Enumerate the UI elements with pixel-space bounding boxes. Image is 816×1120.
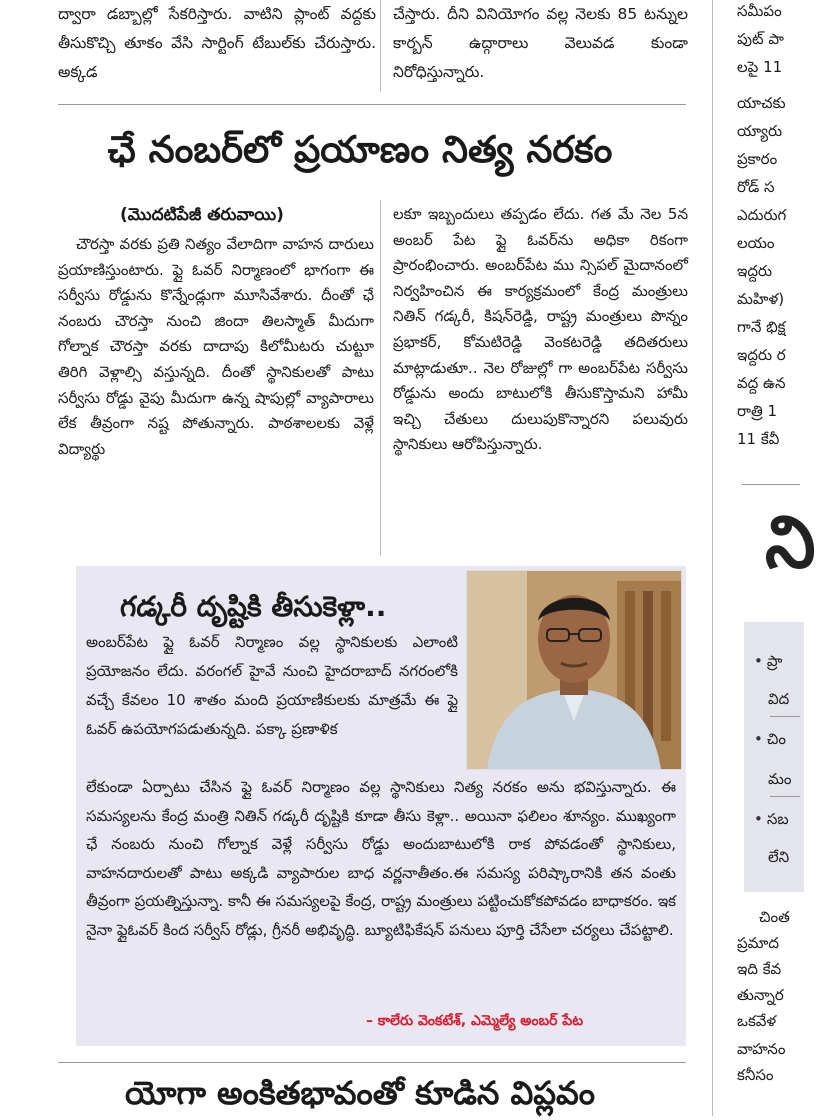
- right-lower-line: చింత: [759, 908, 790, 926]
- bullet-text: చిం: [766, 730, 786, 748]
- quote-box-text-top: [86, 628, 458, 744]
- right-lower-line: ప్రమాద: [737, 934, 779, 952]
- column-divider: [380, 200, 381, 556]
- column-divider: [380, 0, 381, 92]
- top-left-column: [58, 0, 376, 90]
- right-line: ఇద్దరు ర: [737, 346, 786, 364]
- right-headline-clip: [737, 500, 816, 590]
- quote-text-top: అంబర్‌పేట ఫ్లై ఓవర్ నిర్మాణం వల్ల స్థానికులకు ఎలాంటి ప్రయోజనం లేదు. వరంగల్ హైవే నుంచి హైదరాబాద్ నగరంలోకి వచ్చే కేవలం 10 శాతం మంది ప్రయాణికులకు మాత్రమే ఈ ఫ్లై ఓవర్ ఉపయోగపడుతున్నది. పక్కా ప్రణాళిక: [86, 633, 458, 738]
- right-line: ఇద్దరు: [737, 262, 773, 280]
- right-line: లయం: [737, 234, 775, 252]
- article-right-column: [393, 202, 688, 558]
- top-left-text: ద్వారా డబ్బాల్లో సేకరిస్తారు. వాటిని ప్లాంట్ వద్దకు తీసుకొచ్చి తూకం వేసి సార్టింగ్ టేబుల్‌కు చేరుస్తారు. అక్కడ: [58, 5, 376, 81]
- mla-portrait-photo: [466, 570, 682, 770]
- right-lower-line: ఇది కేవ: [737, 960, 782, 978]
- bullet-dot-icon: •: [754, 810, 763, 828]
- right-lower-line: తున్నార: [737, 986, 784, 1004]
- right-line: రాత్రి 1: [737, 402, 778, 420]
- bullet-dot-icon: •: [754, 730, 763, 748]
- quote-box-text-rest: [86, 773, 676, 944]
- right-lower-line: కనీసం: [737, 1066, 774, 1084]
- main-headline: ఛే నంబర్‌లో ప్రయాణం నిత్య నరకం: [107, 128, 613, 171]
- bullet-item: [754, 652, 782, 674]
- right-line: 11 కేవీ: [737, 430, 780, 448]
- right-line: యాచకు: [737, 94, 786, 112]
- bottom-headline: యోగా అంకితభావంతో కూడిన విప్లవం: [125, 1074, 595, 1112]
- bullet-item: [754, 810, 789, 832]
- right-line: వద్ద ఉన: [737, 374, 786, 392]
- portrait-illustration: [467, 571, 681, 769]
- top-middle-text: చేస్తారు. దీని వినియోగం వల్ల నెలకు 85 టన్నుల కార్బన్ ఉద్గారాలు వెలువడ కుండా నిరోధిస్తున్నారు.: [393, 5, 688, 81]
- top-middle-column: [393, 0, 688, 90]
- right-line: ఎదురుగ: [737, 206, 787, 224]
- right-bullets: [744, 622, 800, 892]
- bullet-divider: [770, 716, 800, 717]
- article-left-column: [58, 232, 374, 558]
- section-divider: [58, 104, 686, 105]
- bullet-text: సబ: [766, 810, 789, 828]
- right-cut-headline: ని: [765, 500, 816, 584]
- right-line: మహిళ): [737, 290, 785, 308]
- right-line: రోడ్ స: [737, 178, 775, 196]
- bullet-divider: [770, 796, 800, 797]
- right-line: గానే భిక్ష: [737, 318, 786, 336]
- section-divider: [58, 1062, 686, 1063]
- article-right-text: లకూ ఇబ్బందులు తప్పడం లేదు. గత మే నెల 5న అంబర్ పేట ఫ్లై ఓవర్‌ను అధికా రికంగా ప్రారంభించారు. అంబర్‌పేట ము న్సిపల్ మైదానంలో నిర్వహించిన ఈ కార్యక్రమంలో కేంద్ర మంత్రులు నితిన్ గడ్కరీ, కిషన్‌రెడ్డి, రాష్ట్ర మంత్రులు పొన్నం ప్రభాకర్, కోమటిరెడ్డి వెంకటరెడ్డి తదితరులు మాట్లాడుతూ.. నెల రోజుల్లో గా అంబర్‌పేట సర్వీసు రోడ్డును అందు బాటులోకి తీసుకొస్తామని హామీ ఇచ్చి చేతులు దులుపుకొన్నారని పలువురు స్థానికులు ఆరోపిస్తున్నారు.: [393, 205, 688, 454]
- bullet-item: మం: [768, 770, 792, 788]
- bullet-item: విద: [768, 690, 790, 708]
- quote-text-rest: లేకుండా ఏర్పాటు చేసిన ఫ్లై ఓవర్ నిర్మాణం వల్ల స్థానికులు నిత్య నరకం అను భవిస్తున్నారు. ఈ సమస్యలను కేంద్ర మంత్రి నితిన్ గడ్కరీ దృష్టికి కూడా తీసు కెళ్లా.. అయినా ఫలిలం శూన్యం. ముఖ్యంగా ఛే నంబరు నుంచి గోల్నాక వెళ్లే సర్వీసు రోడ్డు అందుబాటులోకి రాక పోవడంతో స్థానికులు, వాహనదారులతో పాటు అక్కడి వ్యాపారుల బాధ వర్ణనాతీతం.ఈ సమస్య పరిష్కారానికి తన వంతు తీవ్రంగా ప్రయత్నిస్తున్నా. కానీ ఈ సమస్యలపై కేంద్ర, రాష్ట్ర మంత్రులు పట్టించుకోకపోవడం బాధాకరం. ఇక నైనా ఫ్లైఓవర్ కింద సర్వీస్ రోడ్లు, గ్రీనరీ అభివృద్ధి. బ్యూటిఫికేషన్ పనులు పూర్తి చేసేలా చర్యలు చేపట్టాలి.: [86, 778, 676, 939]
- continuation-note: (మొదటిపేజీ తరువాయి): [120, 205, 284, 225]
- right-line: పుట్ పా: [737, 30, 784, 48]
- right-lower-line: వాహనం: [737, 1040, 786, 1058]
- quote-box-title: గడ్కరీ దృష్టికి తీసుకెళ్లా..: [120, 590, 387, 623]
- bullet-item: [754, 730, 786, 752]
- bullet-item: లేని: [768, 848, 790, 866]
- right-lower-line: ఒకవేళ: [737, 1012, 777, 1030]
- right-line: లపై 11: [737, 58, 783, 76]
- right-line: సమీపం: [737, 2, 782, 20]
- quote-byline: – కాలేరు వెంకటేశ్, ఎమ్మెల్యే అంబర్ పేట: [366, 1013, 584, 1029]
- right-line: ప్రకారం: [737, 150, 778, 168]
- bullet-text: ప్రా: [766, 652, 783, 670]
- article-left-text: చౌరస్తా వరకు ప్రతి నిత్యం వేలాదిగా వాహన దారులు ప్రయాణిస్తుంటారు. ఫ్లై ఓవర్ నిర్మాణంలో భాగంగా ఈ సర్వీసు రోడ్డును కొన్నేండ్లుగా మూసివేశారు. దీంతో ఛే నంబరు చౌరస్తా నుంచి జిందా తిలస్మాత్ మీదుగా గోల్నాక చౌరస్తా వరకు దాదాపు కిలోమీటరు చుట్టూ తిరిగి వెళ్లాల్సి వస్తున్నది. దీంతో స్థానికులతో పాటు సర్వీసు రోడ్డు వైపు మీదుగా ఉన్న షాపుల్లో వ్యాపారాలు లేక తీవ్రంగా నష్ట పోతున్నారు. పాఠశాలలకు వెళ్లే విద్యార్థు: [58, 235, 374, 458]
- right-line: య్యారు: [737, 122, 783, 140]
- right-lower-column: [737, 900, 800, 1116]
- section-divider: [742, 484, 800, 485]
- bullet-dot-icon: •: [754, 652, 763, 670]
- page-column-divider: [712, 0, 713, 1116]
